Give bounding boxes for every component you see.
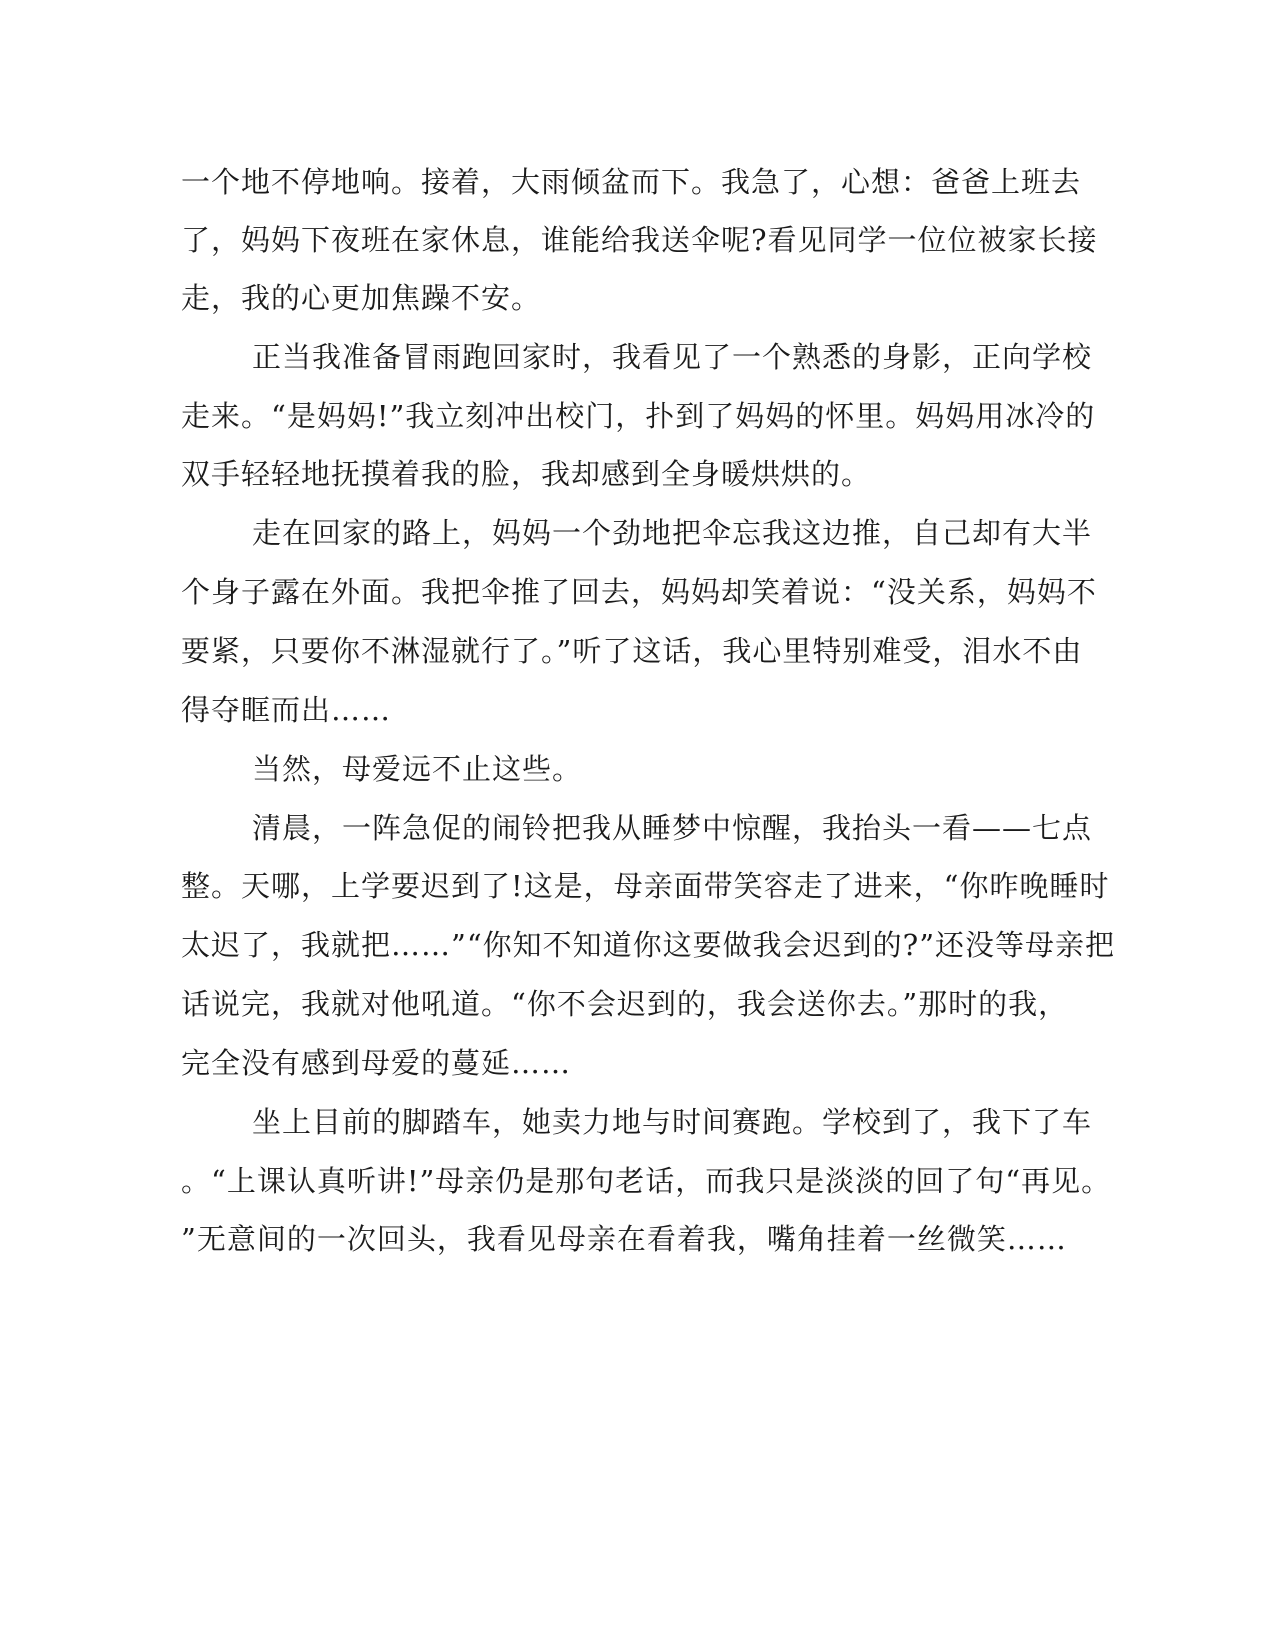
text-line-12: 清晨，一阵急促的闹铃把我从睡梦中惊醒，我抬头一看——七点	[252, 811, 1093, 845]
text-line-5: 走来。“是妈妈!”我立刻冲出校门，扑到了妈妈的怀里。妈妈用冰冷的	[181, 399, 1096, 433]
text-line-3: 走，我的心更加焦躁不安。	[181, 281, 542, 315]
text-line-16: 完全没有感到母爱的蔓延……	[181, 1046, 572, 1080]
text-line-9: 要紧，只要你不淋湿就行了。”听了这话，我心里特别难受，泪水不由	[181, 634, 1083, 668]
text-line-11: 当然，母爱远不止这些。	[252, 752, 583, 786]
text-line-19: ”无意间的一次回头，我看见母亲在看着我，嘴角挂着一丝微笑……	[181, 1222, 1067, 1256]
text-line-6: 双手轻轻地抚摸着我的脸，我却感到全身暖烘烘的。	[181, 457, 872, 491]
text-line-8: 个身子露在外面。我把伞推了回去，妈妈却笑着说：“没关系，妈妈不	[181, 575, 1097, 609]
text-line-17: 坐上目前的脚踏车，她卖力地与时间赛跑。学校到了，我下了车	[252, 1105, 1093, 1139]
text-line-13: 整。天哪，上学要迟到了!这是，母亲面带笑容走了进来，“你昨晚睡时	[181, 869, 1110, 903]
text-line-10: 得夺眶而出……	[181, 693, 392, 727]
text-line-4: 正当我准备冒雨跑回家时，我看见了一个熟悉的身影，正向学校	[252, 340, 1093, 374]
text-line-14: 太迟了，我就把……”“你知不知道你这要做我会迟到的?”还没等母亲把	[181, 928, 1116, 962]
text-line-18: 。“上课认真听讲!”母亲仍是那句老话，而我只是淡淡的回了句“再见。	[181, 1164, 1112, 1198]
text-line-2: 了，妈妈下夜班在家休息，谁能给我送伞呢?看见同学一位位被家长接	[181, 223, 1098, 257]
text-line-1: 一个地不停地响。接着，大雨倾盆而下。我急了，心想：爸爸上班去	[181, 165, 1082, 199]
text-line-7: 走在回家的路上，妈妈一个劲地把伞忘我这边推，自己却有大半	[252, 516, 1093, 550]
text-line-15: 话说完，我就对他吼道。“你不会迟到的，我会送你去。”那时的我，	[181, 987, 1069, 1021]
